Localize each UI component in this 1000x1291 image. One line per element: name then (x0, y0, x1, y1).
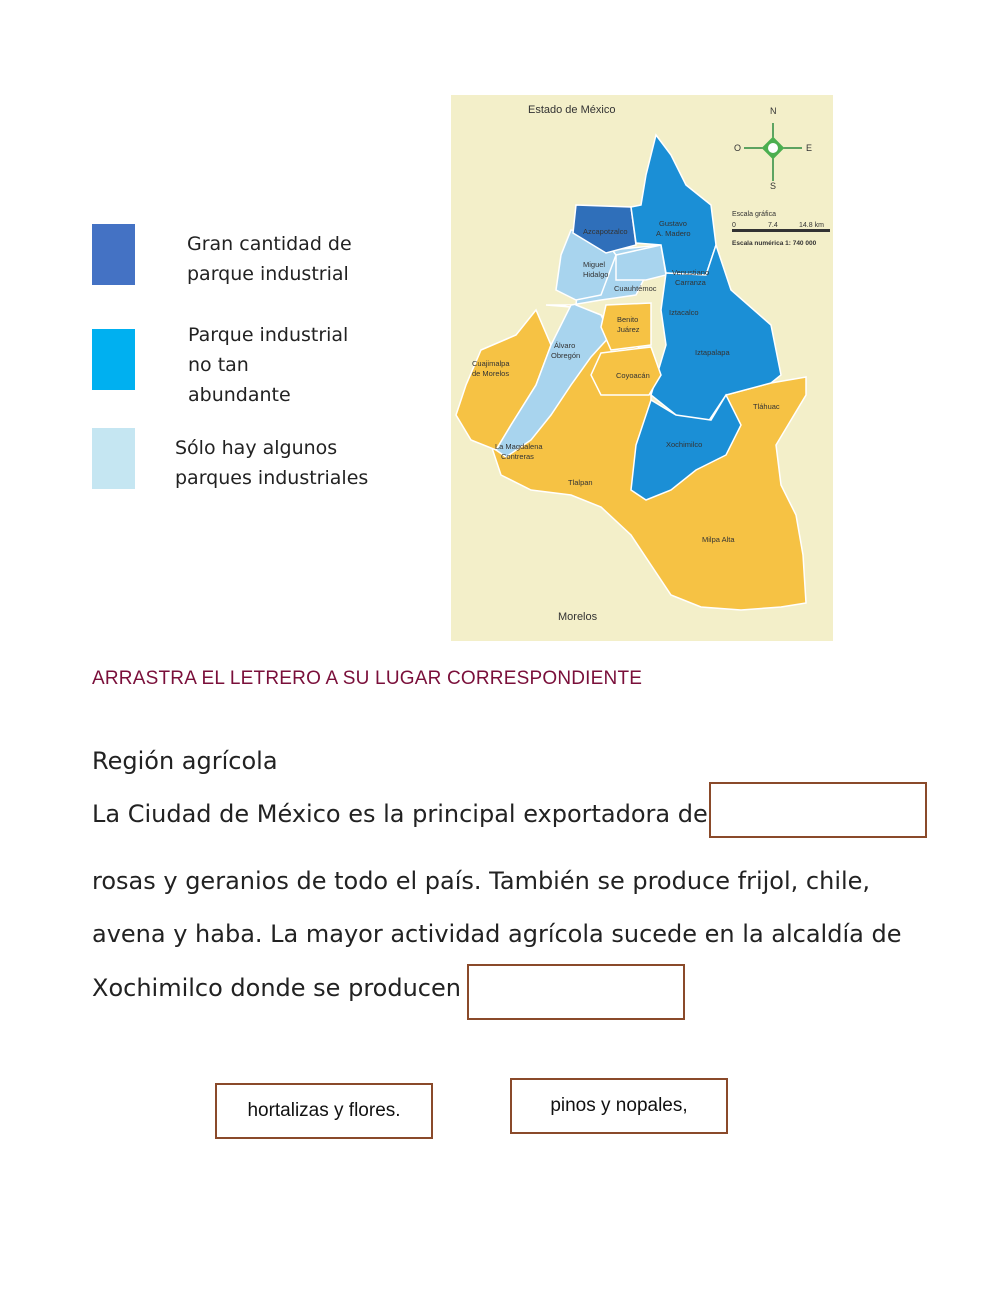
chip-label: pinos y nopales, (550, 1095, 688, 1116)
paragraph-line-4: Xochimilco donde se producen (92, 974, 461, 1002)
legend-label-high: Gran cantidad de parque industrial (187, 233, 352, 285)
draggable-chip-hortalizas[interactable] (215, 1083, 433, 1139)
label-ao-1: Álvaro (554, 341, 576, 350)
section-heading: Región agrícola (92, 747, 278, 775)
label-mh-2: Hidalgo (583, 270, 609, 279)
paragraph-line-2: rosas y geranios de todo el país. También se produce frijol, chile, (92, 867, 871, 895)
label-ao-2: Obregón (551, 351, 581, 360)
label-iztapalapa: Iztapalapa (695, 348, 730, 357)
legend-swatch-low (92, 428, 135, 489)
legend-label-low: Sólo hay algunos parques industriales (175, 437, 369, 489)
label-vc-2: Carranza (675, 278, 706, 287)
paragraph-line-1: La Ciudad de México es la principal exportadora de (92, 800, 708, 828)
paragraph-line-3: avena y haba. La mayor actividad agrícola sucede en la alcaldía de (92, 920, 902, 948)
label-estado-mexico: Estado de México (528, 104, 616, 116)
label-tlahuac: Tláhuac (753, 402, 780, 411)
label-bj-1: Benito (617, 315, 639, 324)
draggable-chip-pinos[interactable] (510, 1078, 728, 1134)
label-azcapotzalco: Azcapotzalco (583, 227, 628, 236)
compass-o: O (734, 143, 742, 153)
cdmx-map (451, 95, 833, 641)
compass-s: S (770, 181, 777, 191)
svg-text:Escala numérica 1: 740 000: Escala numérica 1: 740 000 (732, 240, 817, 247)
instruction-text: ARRASTRA EL LETRERO A SU LUGAR CORRESPONDIENTE (92, 668, 643, 689)
chip-label: hortalizas y flores. (247, 1100, 401, 1121)
drop-zone-2[interactable] (467, 964, 685, 1020)
compass-e: E (806, 143, 813, 153)
label-mc-2: Contreras (501, 452, 534, 461)
label-coyoacan: Coyoacán (616, 371, 650, 380)
label-iztacalco: Iztacalco (669, 308, 699, 317)
svg-text:Escala gráfica: Escala gráfica (732, 211, 776, 218)
legend-swatch-medium (92, 329, 135, 390)
label-xochimilco: Xochimilco (666, 440, 703, 449)
label-gam-2: A. Madero (656, 229, 691, 238)
drop-zone-1[interactable] (709, 782, 927, 838)
legend-label-medium: Parque industrial no tan abundante (188, 324, 349, 406)
label-gam-1: Gustavo (659, 219, 687, 228)
label-cuaj-2: de Morelos (472, 369, 510, 378)
label-milpa-alta: Milpa Alta (702, 535, 735, 544)
label-mc-1: La Magdalena (495, 442, 543, 451)
label-cuaj-1: Cuajimalpa (472, 359, 510, 368)
label-cuauhtemoc: Cuauhtémoc (614, 284, 657, 293)
label-morelos: Morelos (558, 611, 598, 623)
legend-swatch-high (92, 224, 135, 285)
compass-n: N (770, 106, 777, 116)
label-tlalpan: Tlalpan (568, 478, 593, 487)
svg-text:14.8 km: 14.8 km (799, 222, 824, 229)
svg-text:7.4: 7.4 (768, 222, 778, 229)
svg-text:0: 0 (732, 222, 736, 229)
label-vc-1: Venustiano (672, 268, 710, 277)
label-mh-1: Miguel (583, 260, 606, 269)
label-bj-2: Juárez (617, 325, 640, 334)
